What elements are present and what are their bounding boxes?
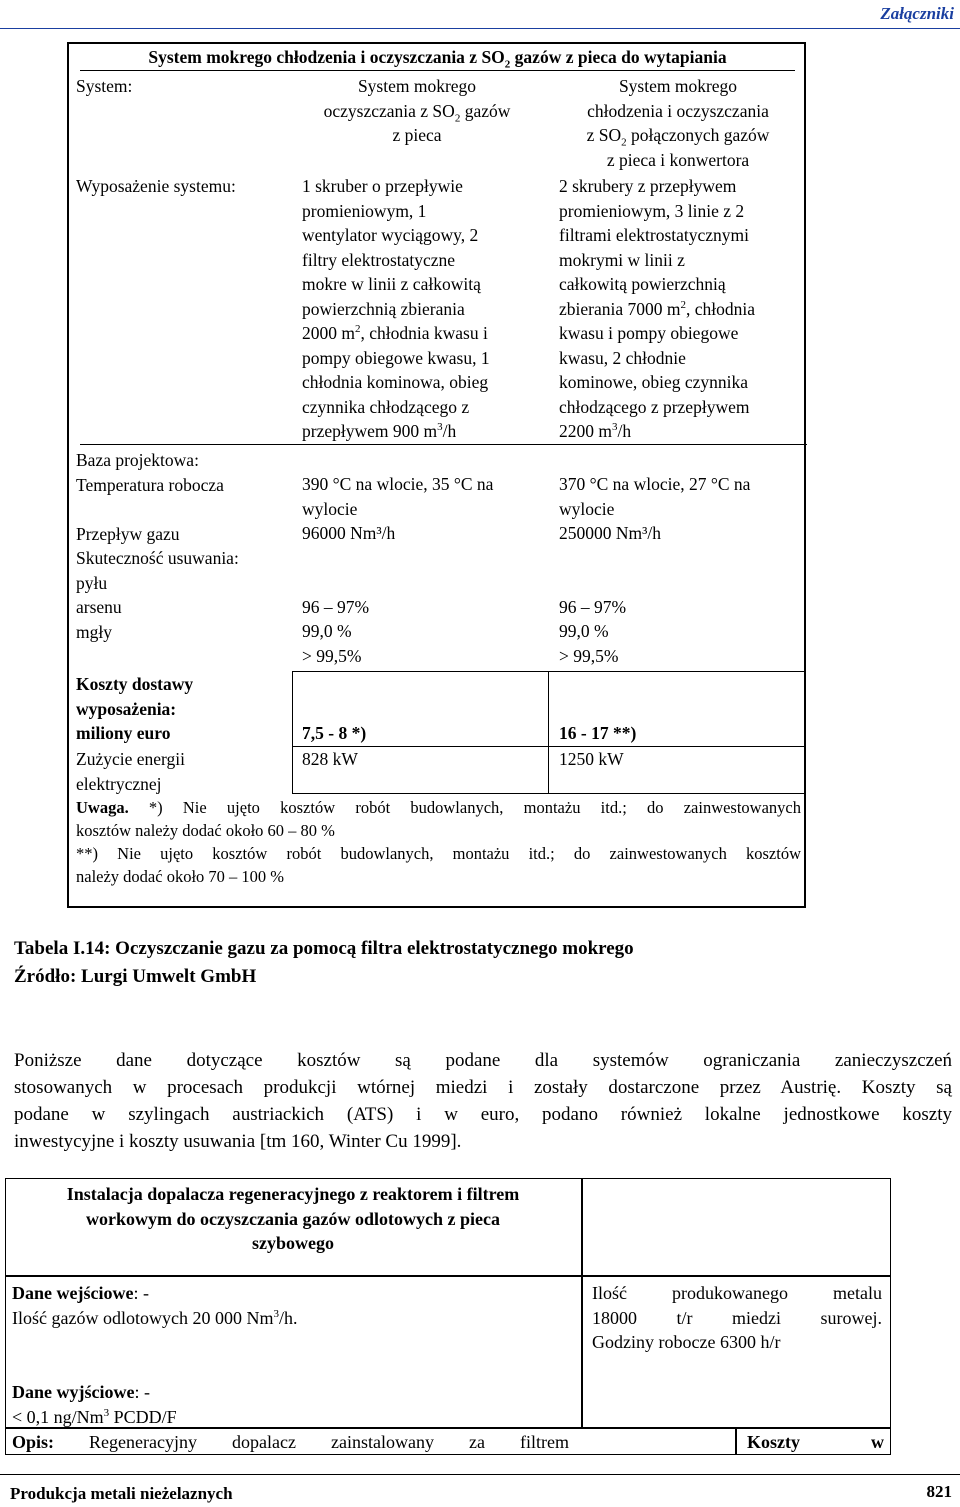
table1-vline-2 xyxy=(548,672,549,794)
table2-input: Dane wejściowe: - Ilość gazów odlotowych 20 000 Nm$^3$/h. xyxy=(12,1283,298,1328)
energy-col1: 828 kW xyxy=(302,749,358,769)
table2-vline xyxy=(581,1178,583,1428)
energy-col2: 1250 kW xyxy=(559,749,624,769)
cost-label: Koszty dostawy wyposażenia: miliony euro xyxy=(76,674,194,743)
col1-heading: System mokrego oczyszczania z $SO_2$ gazów z pieca xyxy=(323,76,511,145)
base-labels: Baza projektowa: Temperatura robocza Przepływ gazu Skuteczność usuwania: pyłu arsenu mgły xyxy=(76,450,239,642)
equip-label: Wyposażenie systemu: xyxy=(76,176,236,196)
footer-rule xyxy=(0,1474,960,1475)
system-label: System: xyxy=(76,76,133,96)
energy-label: Zużycie energii elektrycznej xyxy=(76,749,185,794)
footer-title: Produkcja metali nieżelaznych xyxy=(10,1484,233,1503)
header-rule xyxy=(0,28,960,29)
table1-title-rule xyxy=(80,70,795,71)
table2-title: Instalacja dopalacza regeneracyjnego z reaktorem i filtrem workowym do oczyszczania gazów odlotowych z pieca szybowego xyxy=(66,1184,520,1253)
page-number: 821 xyxy=(926,1482,952,1501)
table1-energy-rule xyxy=(292,793,806,794)
cost-col2: 16 - 17 **) xyxy=(559,723,637,743)
section-header: Załączniki xyxy=(880,4,954,23)
table1-base-rule xyxy=(292,671,806,672)
table1-cost-rule xyxy=(292,746,806,747)
table1-notes: Uwaga. *) Nie ujęto kosztów robót budowlanych, montażu itd.; do zainwestowanych kosztów należy dodać około 60 – 80 % **) Nie ujęto kosztów robót budowlanych, montażu itd.; do zainwestowanych kosztów należy dodać około 70 – 100 % xyxy=(76,798,801,886)
body-paragraph: Poniższe dane dotyczące kosztów są podane dla systemów ograniczania zanieczyszczeń stosowanych w procesach produkcji wtórnej miedzi i zostały dostarczone przez Austrię. Koszty są podane w szylingach austriackich (ATS) i w euro, podano również lokalne jednostkowe koszty inwestycyjne i koszty usuwania [tm 160, Winter Cu 1999]. xyxy=(14,1050,952,1152)
table2-vline-2 xyxy=(735,1428,737,1455)
equip-col2: 2 skrubery z przepływem promieniowym, 3 linie z 2 filtrami elektrostatycznymi mokrymi w linii z całkowitą powierzchnią zbierania 7000 $m^2$, chłodnia kwasu i pompy obiegowe kwasu, 2 chłodnie kominowe, obieg czynnika chłodzącego z przepływem 2200 $m^3/h$ xyxy=(559,176,755,441)
table2-hline-1 xyxy=(5,1275,891,1277)
table2-opis: Opis: Regeneracyjny dopalacz zainstalowany za filtrem xyxy=(12,1432,569,1452)
table-caption: Tabela I.14: Oczyszczanie gazu za pomocą filtra elektrostatycznego mokrego xyxy=(14,938,634,959)
table1-equip-rule xyxy=(80,444,807,445)
table2-costs: Koszty w xyxy=(747,1432,884,1452)
cost-col1: 7,5 - 8 *) xyxy=(302,723,367,743)
table-source: Źródło: Lurgi Umwelt GmbH xyxy=(14,966,257,987)
table1-vline-1 xyxy=(292,672,293,794)
base-col2: 370 °C na wlocie, 27 °C na wylocie 250000 Nm³/h 96 – 97% 99,0 % > 99,5% xyxy=(559,474,751,666)
equip-col1: 1 skruber o przepływie promieniowym, 1 wentylator wyciągowy, 2 filtry elektrostatyczne mokre w linii z całkowitą powierzchnią zbierania 2000 $m^2$, chłodnia kwasu i pompy obiegowe kwasu, 1 chłodnia kominowa, obieg czynnika chłodzącego z przepływem 900 $m^3/h$ xyxy=(302,176,490,441)
table2-metal: Ilość produkowanego metalu 18000 t/r miedzi surowej. Godziny robocze 6300 h/r xyxy=(592,1283,882,1352)
table1-title: System mokrego chłodzenia i oczyszczania z $SO_2$ gazów z pieca do wytapiania xyxy=(148,47,727,71)
table2-output: Dane wyjściowe: - < 0,1 ng/Nm$^3$ PCDD/F xyxy=(12,1382,177,1427)
col2-heading: System mokrego chłodzenia i oczyszczania z $SO_2$ połączonych gazów z pieca i konwertora xyxy=(586,76,770,170)
base-col1: 390 °C na wlocie, 35 °C na wylocie 96000 Nm³/h 96 – 97% 99,0 % > 99,5% xyxy=(302,474,494,666)
